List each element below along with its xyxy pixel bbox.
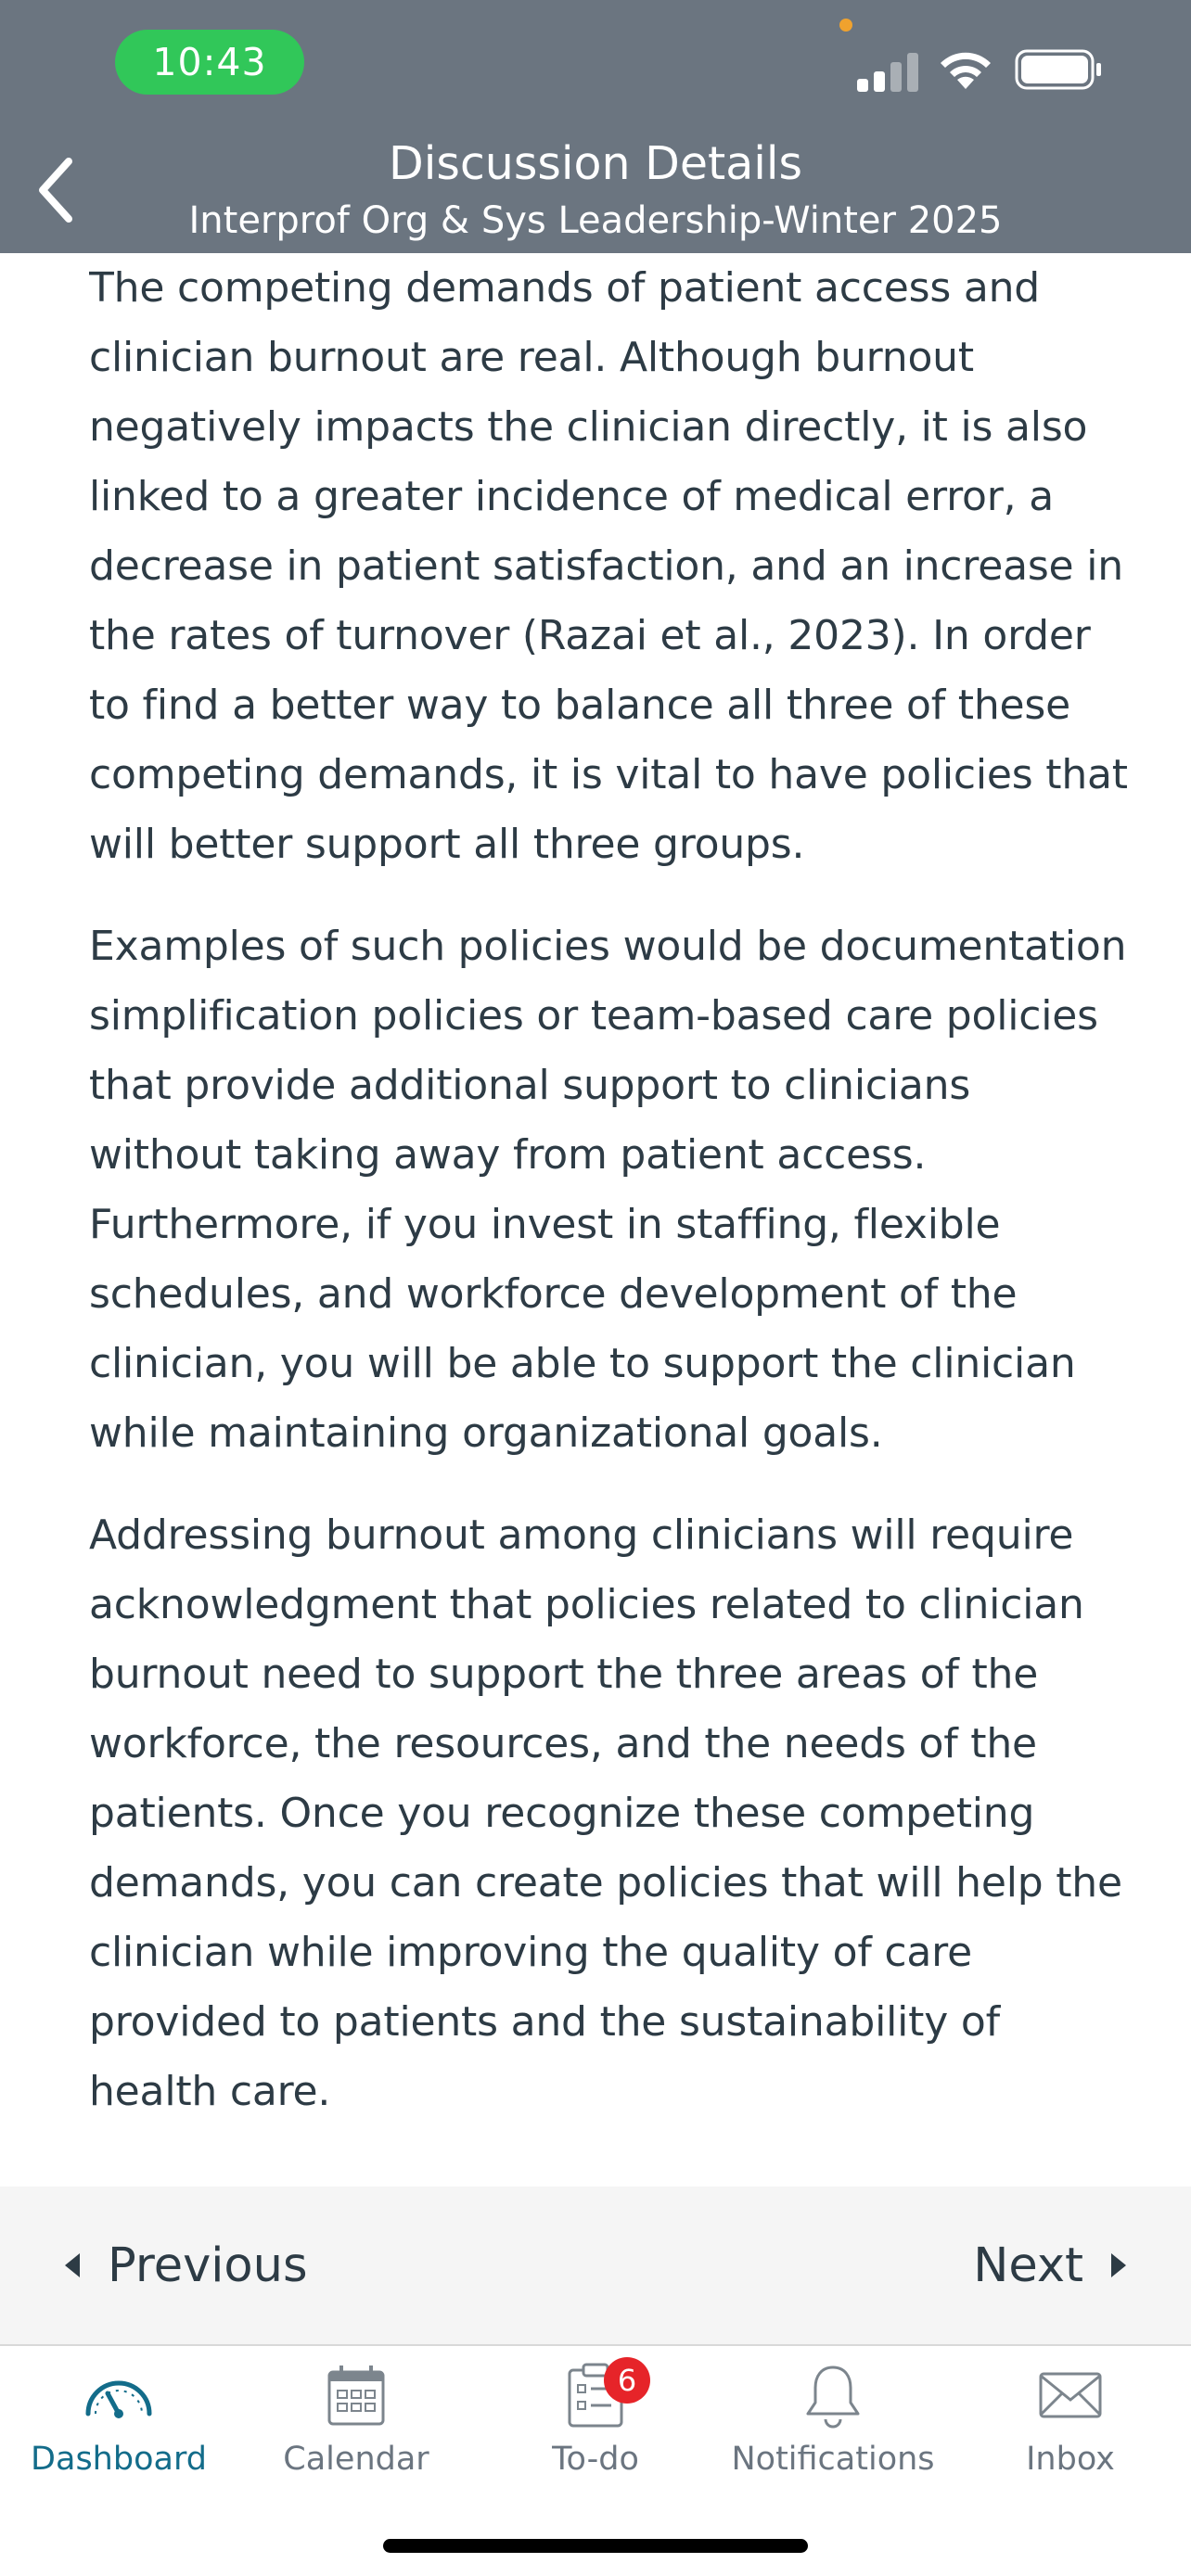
caret-left-icon [65,2253,80,2277]
next-label: Next [973,2238,1083,2293]
previous-button[interactable] [65,2187,308,2344]
app-header [0,0,1191,253]
tab-inbox-label: Inbox [1026,2441,1115,2478]
discussion-body [89,253,1128,2187]
battery-icon [1015,48,1104,91]
tab-inbox[interactable] [952,2346,1189,2494]
pager-bar [0,2187,1191,2346]
envelope-icon [1038,2371,1103,2419]
next-button[interactable] [973,2187,1126,2344]
discussion-paragraph-1: The competing demands of patient access and clinician burnout are real. Although burnout negatively impacts the clinician directly, it is also linked to a greater incidence of medical error, a decrease in patient satisfaction, and an increase in the rates of turnover (Razai et al., 2023). In order to find a better way to balance all three of these competing demands, it is vital to have policies that will better support all three groups. [89,264,1128,868]
calendar-icon [327,2363,386,2428]
tab-dashboard-label: Dashboard [31,2441,207,2478]
tab-todo[interactable] [477,2346,714,2494]
tab-notifications[interactable] [714,2346,952,2494]
page-title: Discussion Details [388,137,803,190]
privacy-indicator-icon [839,19,852,32]
discussion-paragraph-2: Examples of such policies would be documentation simplification policies or team-based care policies that provide additional support to clinicians without taking away from patient access. Furthermore, if you invest in staffing, flexible schedules, and workforce development of the clinician, you will be able to support the clinician while maintaining organizational goals. [89,923,1127,1457]
todo-count-badge: 6 [604,2357,650,2404]
previous-label: Previous [108,2238,308,2293]
caret-right-icon [1111,2253,1126,2277]
status-time: 10:43 [115,30,304,95]
wifi-icon [937,48,994,91]
bell-icon [802,2362,864,2429]
dashboard-gauge-icon [83,2367,155,2423]
tab-todo-label: To-do [552,2441,639,2478]
tab-calendar-label: Calendar [283,2441,429,2478]
home-indicator[interactable] [383,2539,808,2553]
course-name: Interprof Org & Sys Leadership-Winter 2025 [188,199,1003,242]
tab-dashboard[interactable] [0,2346,237,2494]
tab-notifications-label: Notifications [731,2441,935,2478]
discussion-paragraph-3: Addressing burnout among clinicians will require acknowledgment that policies related to clinician burnout need to support the three areas of the workforce, the resources, and the needs of the patients. Once you recognize these competing demands, you can create policies that will help the clinician while improving the quality of care provided to patients and the sustainability of health care. [89,1511,1122,2115]
cellular-signal-icon [857,51,922,92]
tab-calendar[interactable] [237,2346,475,2494]
